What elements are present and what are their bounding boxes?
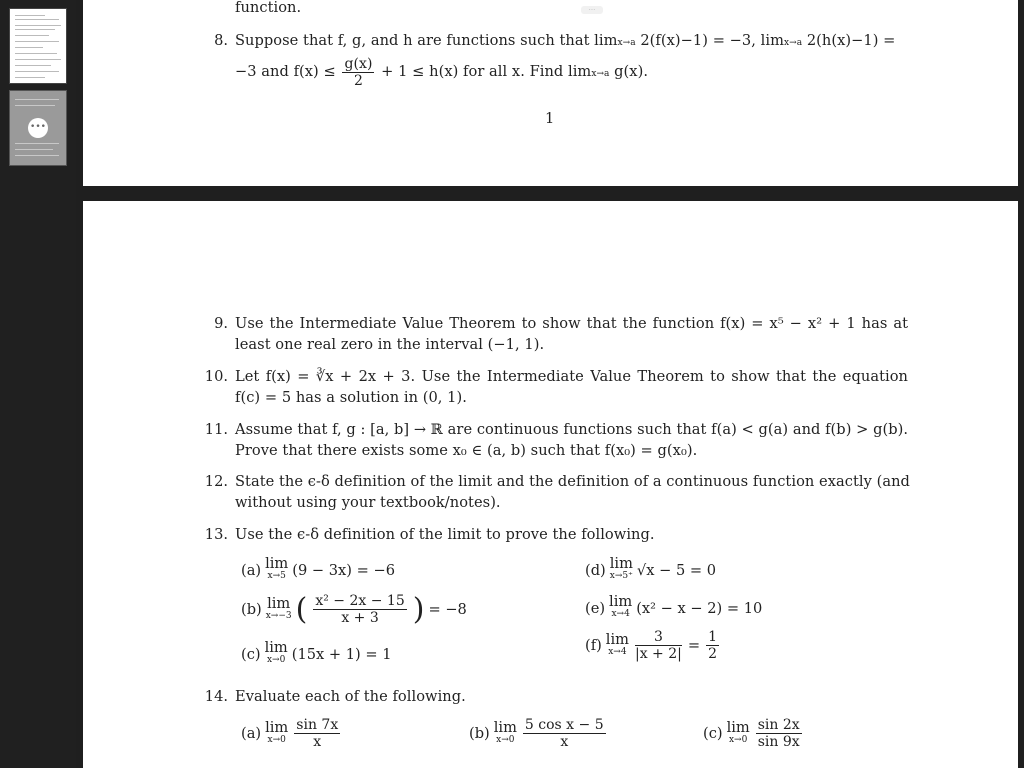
problem-number: 14. bbox=[204, 688, 228, 705]
problem-13b: (b) lim x→−3 ( $\frac{\text{x² − 2x − 15}}{x + 3}$ ) = −8 bbox=[241, 591, 467, 627]
problem-number: 12. bbox=[204, 473, 228, 490]
problem-number: 8. bbox=[214, 32, 228, 49]
problem-10-line-1: Let f(x) = ∛x + 2x + 3. Use the Intermediate Value Theorem to show that the equation bbox=[235, 368, 908, 385]
page-number: 1 bbox=[545, 110, 555, 127]
problem-number: 13. bbox=[204, 526, 228, 543]
problem-14b: (b) lim x→0 $\frac{\text{5 cos x − 5}}{x}$ bbox=[469, 717, 604, 750]
problem-9-line-2: least one real zero in the interval (−1, 1). bbox=[235, 336, 545, 353]
problem-13c: (c) lim x→0 (15x + 1) = 1 bbox=[241, 639, 392, 665]
problem-13d: (d) lim x→5⁺ √x − 5 = 0 bbox=[585, 555, 717, 581]
problem-10-line-2: f(c) = 5 has a solution in (0, 1). bbox=[235, 389, 467, 406]
problem-11-line-1: Assume that f, g : [a, b] → ℝ are continuous functions such that f(a) < g(a) and f(b) > g(b). bbox=[235, 421, 909, 438]
problem-13a: (a) lim x→5 (9 − 3x) = −6 bbox=[241, 555, 395, 581]
problem-8-line-1: Suppose that f, g, and h are functions such that limx→a 2(f(x)−1) = −3, limx→a 2(h(x)−1) = bbox=[235, 32, 896, 49]
problem-14c: (c) lim x→0 $\frac{\sin 2x}{\sin 9x}$ bbox=[703, 717, 800, 750]
page-thumbnail-1[interactable] bbox=[9, 8, 67, 84]
document-page-2 bbox=[83, 201, 1018, 768]
fraction: $\frac{\sin 2x}{\sin 9x}$ bbox=[757, 717, 800, 750]
problem-12-line-1: State the ϵ-δ definition of the limit and the definition of a continuous function exactly (and bbox=[235, 473, 910, 490]
fraction: $\frac{\sin 7x}{x}$ bbox=[296, 717, 339, 750]
problem-11-line-2: Prove that there exists some x₀ ∈ (a, b) such that f(x₀) = g(x₀). bbox=[235, 442, 698, 459]
problem-number: 9. bbox=[214, 315, 228, 332]
thumbnail-sidebar bbox=[0, 0, 76, 768]
page-text: function. bbox=[235, 0, 302, 16]
problem-13-text: Use the ϵ-δ definition of the limit to prove the following. bbox=[235, 526, 655, 543]
document-page-1 bbox=[83, 0, 1018, 186]
problem-9-line-1: Use the Intermediate Value Theorem to show that the function f(x) = x⁵ − x² + 1 has at bbox=[235, 315, 908, 332]
problem-13e: (e) lim x→4 (x² − x − 2) = 10 bbox=[585, 593, 763, 619]
problem-14a: (a) lim x→0 $\frac{\sin 7x}{x}$ bbox=[241, 717, 339, 750]
more-icon[interactable]: ••• bbox=[28, 118, 48, 138]
fraction: $\frac{3}{|x + 2|}$ bbox=[634, 629, 682, 662]
fraction: $\frac{1}{2}$ bbox=[708, 629, 718, 662]
page-options-handle[interactable]: ··· bbox=[581, 6, 603, 14]
problem-14-text: Evaluate each of the following. bbox=[235, 688, 466, 705]
fraction: $\frac{\text{5 cos x − 5}}{x}$ bbox=[524, 717, 604, 750]
problem-13f: (f) lim x→4 $\frac{3}{|x + 2|}$ = $\frac{1}{2}$ bbox=[585, 629, 718, 662]
fraction: $\frac{\text{x² − 2x − 15}}{x + 3}$ bbox=[315, 593, 405, 626]
problem-number: 10. bbox=[204, 368, 228, 385]
page-thumbnail-2[interactable] bbox=[9, 90, 67, 166]
problem-8-line-2: −3 and f(x) ≤ $\frac{g(x)}{2}$ + 1 ≤ h(x) for all x. Find limx→a g(x). bbox=[235, 55, 649, 89]
fraction: $\frac{g(x)}{2}$ bbox=[344, 55, 373, 89]
problem-12-line-2: without using your textbook/notes). bbox=[235, 494, 501, 511]
problem-number: 11. bbox=[204, 421, 228, 438]
